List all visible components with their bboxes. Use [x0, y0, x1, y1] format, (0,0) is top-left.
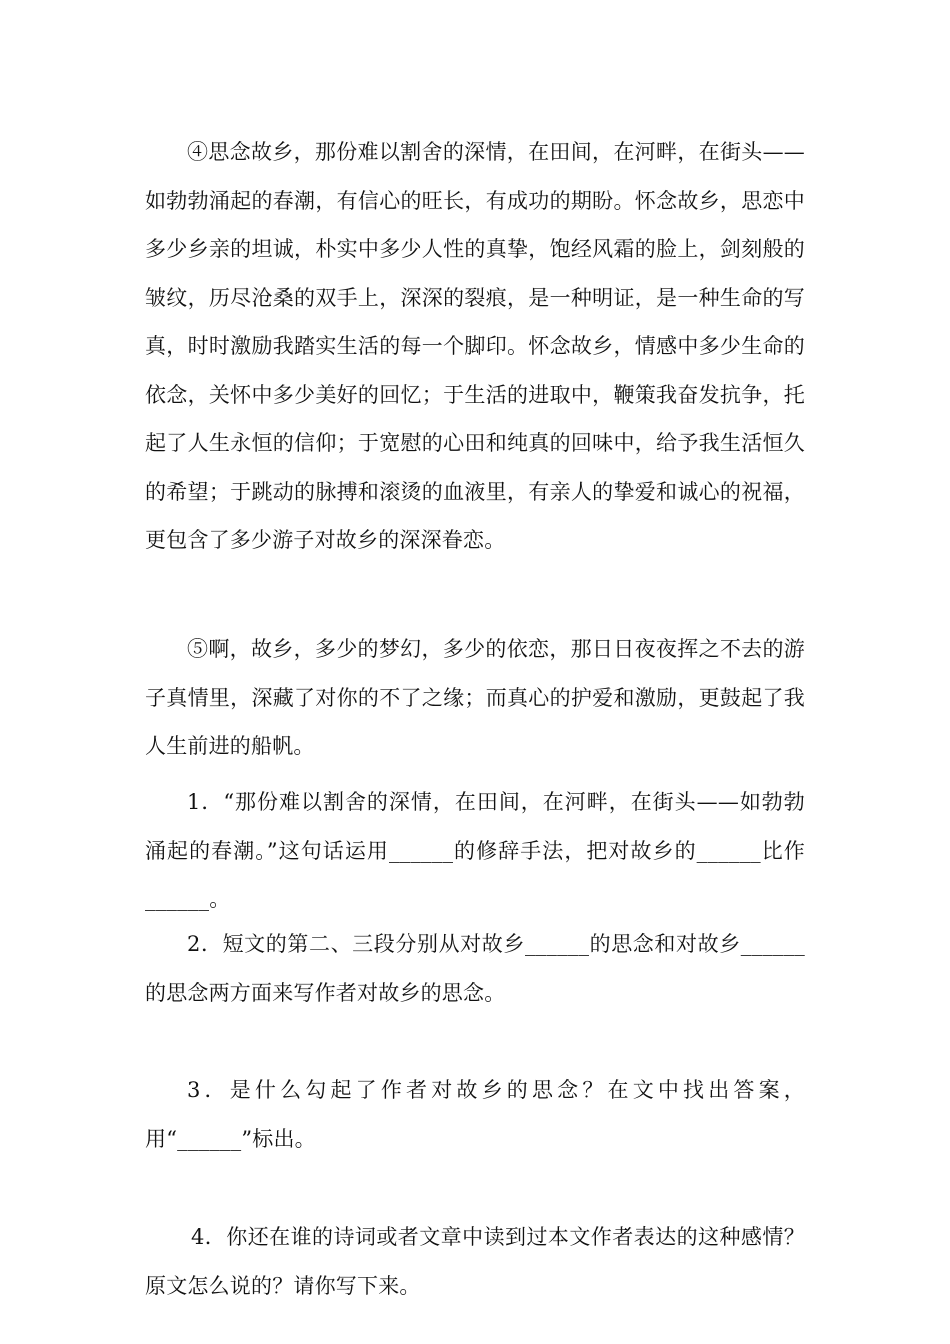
question-3: 3．是什么勾起了作者对故乡的思念？在文中找出答案，用“______”标出。: [145, 1078, 805, 1151]
question-2: 2．短文的第二、三段分别从对故乡______的思念和对故乡______的思念两方面来写作者对故乡的思念。: [145, 932, 805, 1005]
paragraph-4: ④思念故乡，那份难以割舍的深情，在田间，在河畔，在街头——如勃勃涌起的春潮，有信心的旺长，有成功的期盼。怀念故乡，思恋中多少乡亲的坦诚，朴实中多少人性的真挚，饱经风霜的脸上，剑刻般的皱纹，历尽沧桑的双手上，深深的裂痕，是一种明证，是一种生命的写真，时时激励我踏实生活的每一个脚印。怀念故乡，情感中多少生命的依念，关怀中多少美好的回忆；于生活的进取中，鞭策我奋发抗争，托起了人生永恒的信仰；于宽慰的心田和纯真的回味中，给予我生活恒久的希望；于跳动的脉搏和滚烫的血液里，有亲人的挚爱和诚心的祝福，更包含了多少游子对故乡的深深眷恋。: [145, 140, 805, 552]
question-1: 1．“那份难以割舍的深情，在田间，在河畔，在街头——如勃勃涌起的春潮。”这句话运用______的修辞手法，把对故乡的______比作______。: [145, 790, 805, 911]
question-4: 4．你还在谁的诗词或者文章中读到过本文作者表达的这种感情？原文怎么说的？请你写下来。: [145, 1225, 805, 1298]
paragraph-5: ⑤啊，故乡，多少的梦幻，多少的依恋，那日日夜夜挥之不去的游子真情里，深藏了对你的不了之缘；而真心的护爱和激励，更鼓起了我人生前进的船帆。: [145, 637, 805, 758]
